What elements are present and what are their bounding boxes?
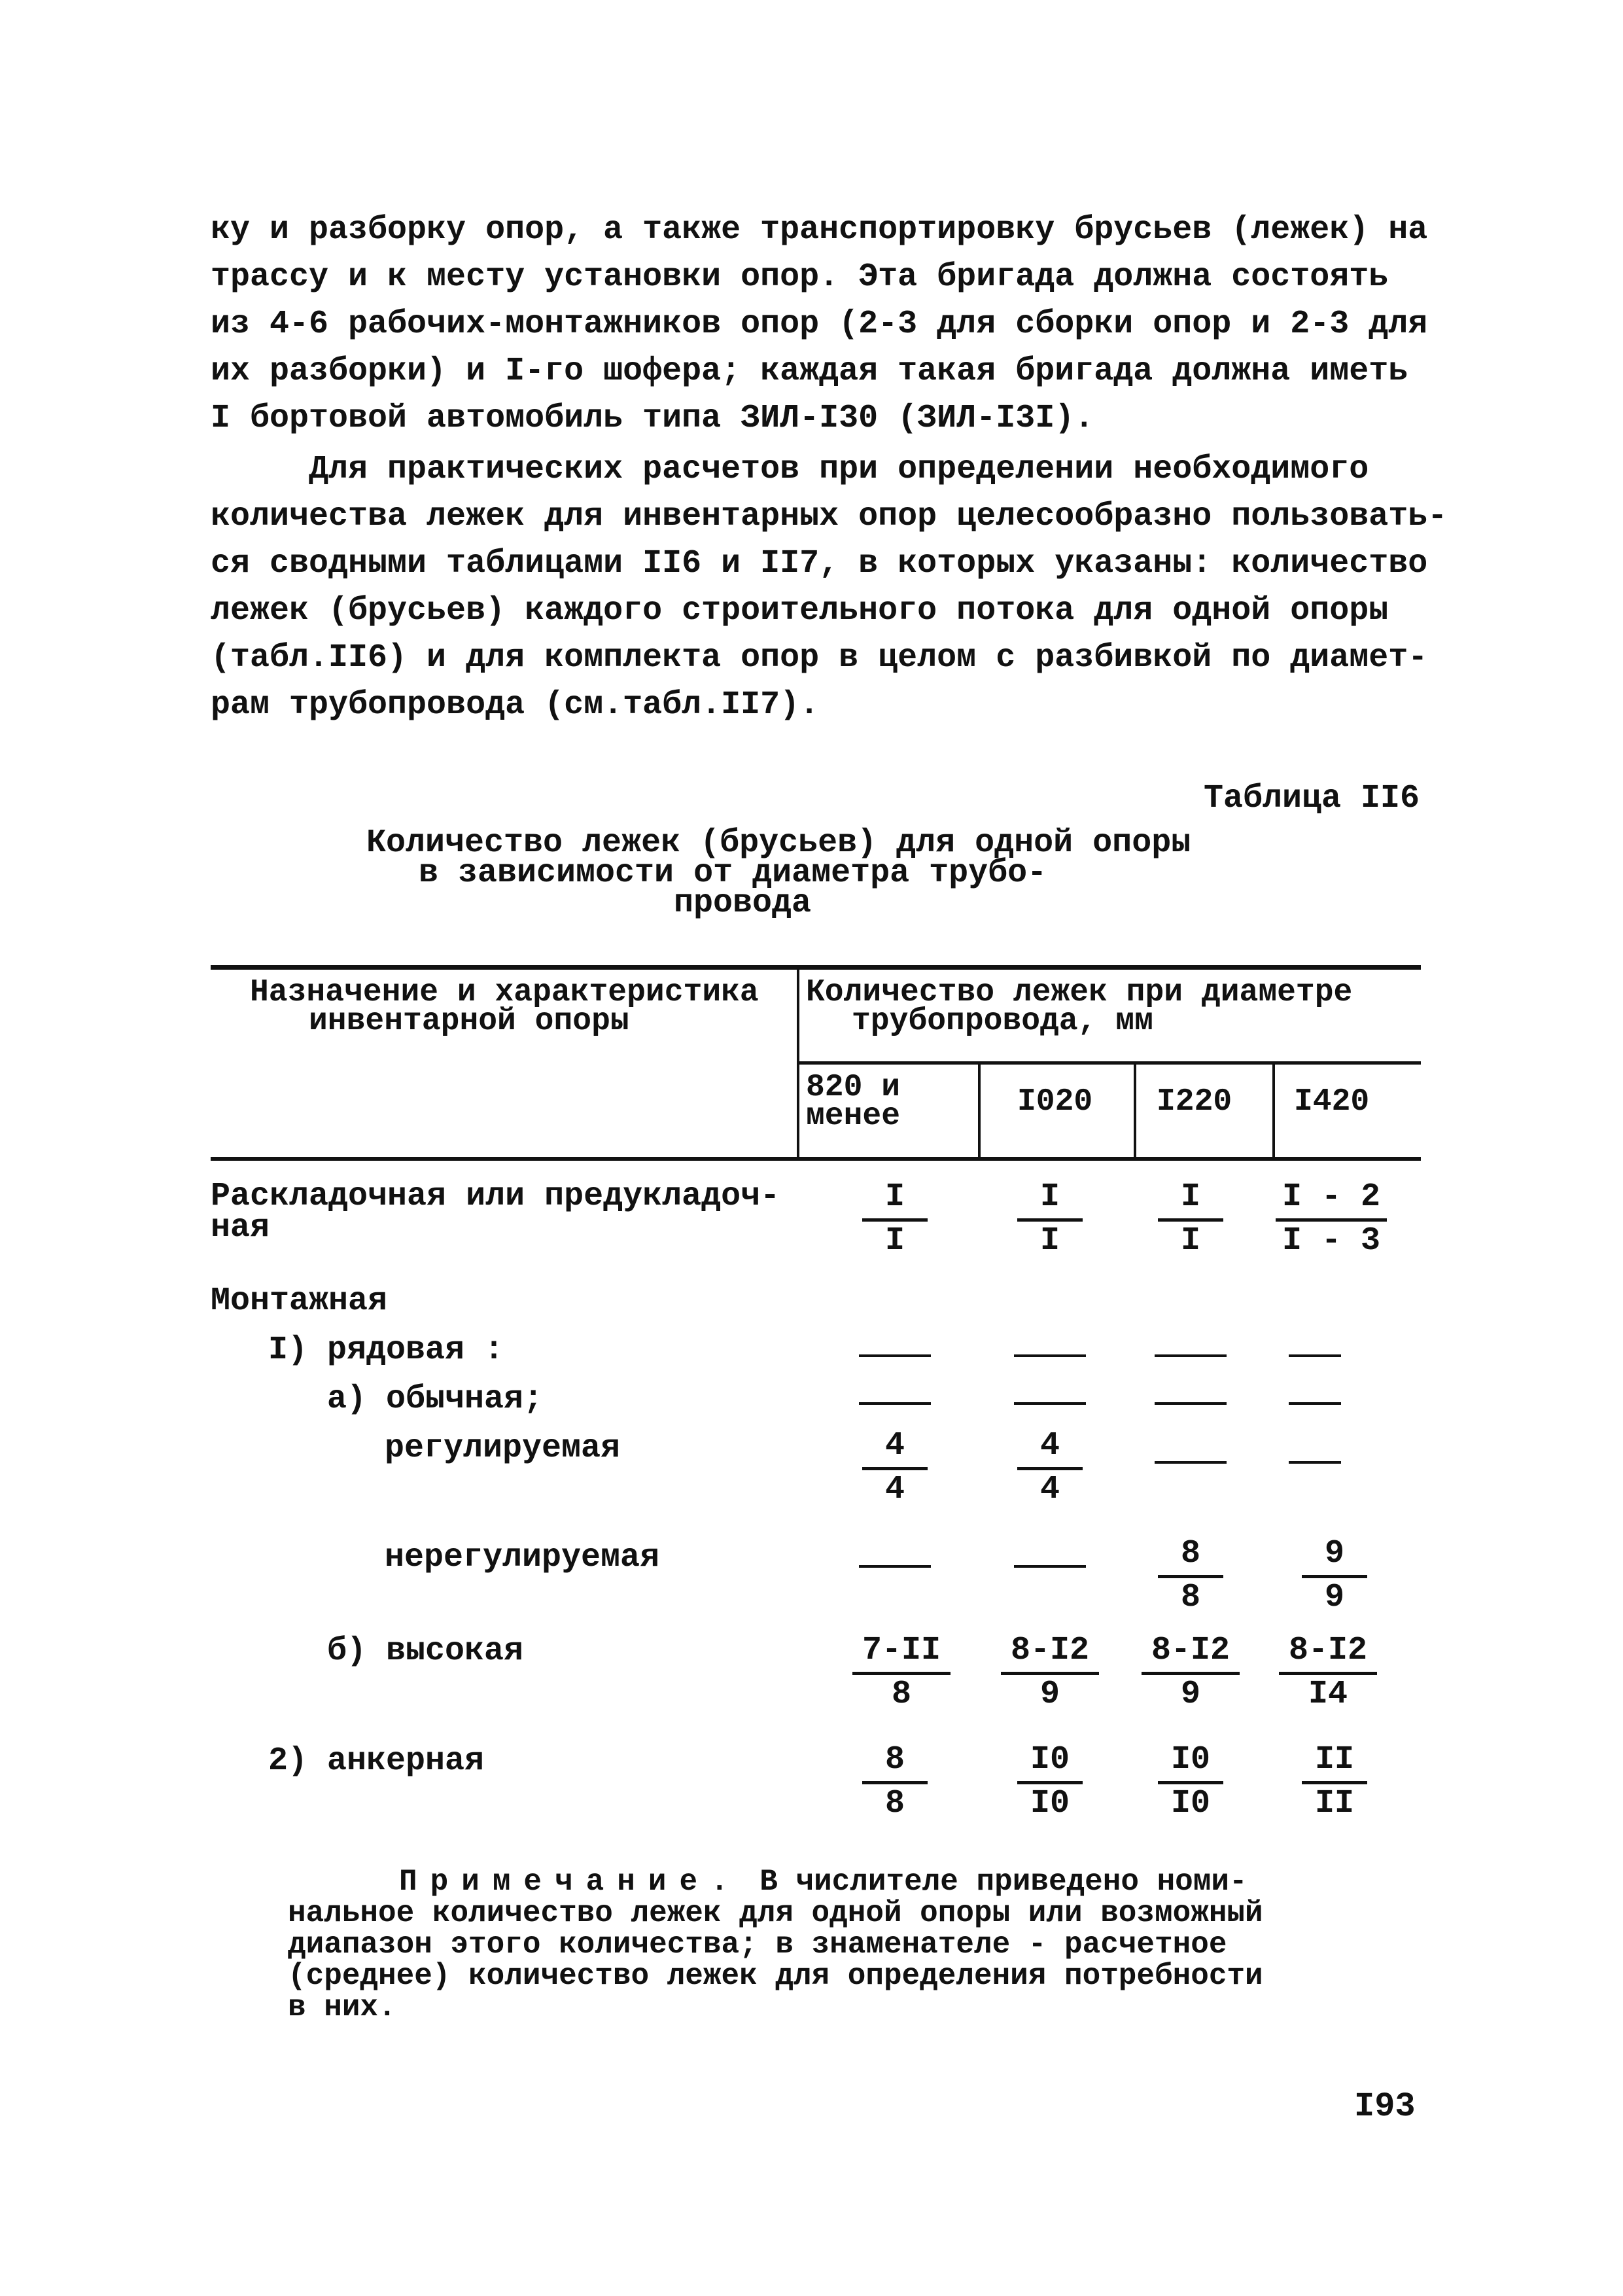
empty-cell-dash [1155,1402,1227,1405]
numerator: 4 [1017,1426,1083,1470]
text-line: трассу и к месту установки опор. Эта бригада должна состоять [211,258,1389,296]
numerator: I [862,1178,928,1222]
table-label: Таблица II6 [1204,780,1420,817]
cell-fraction [1132,1740,1249,1824]
cell-fraction [1132,1178,1249,1261]
empty-cell-dash [1014,1402,1086,1405]
cell-fraction [836,1740,954,1824]
column-header-820 [806,1070,901,1134]
row-label-raskladochnaya [211,1178,780,1246]
denominator: II [1314,1785,1354,1822]
note-lead: Примечание. [399,1865,742,1899]
cell-fraction [1276,1740,1393,1824]
header-line: менее [806,1099,901,1134]
numerator: 8 [862,1740,928,1784]
column-header-1220: I220 [1157,1084,1232,1120]
header-line: инвентарной опоры [309,1004,629,1039]
text-line: (табл.II6) и для комплекта опор в целом с разбивкой по диамет- [211,639,1428,677]
cell-fraction [991,1740,1109,1824]
empty-cell-dash [1289,1461,1341,1464]
empty-cell-dash [1155,1461,1227,1464]
numerator: 9 [1302,1534,1367,1578]
text-line: ся сводными таблицами II6 и II7, в которых указаны: количество [211,545,1428,582]
table-top-rule [211,965,1421,970]
table-column-divider [1134,1064,1136,1157]
row-label-vysokaya: б) высокая [327,1633,524,1670]
empty-cell-dash [1289,1402,1341,1405]
table-title [340,824,1256,922]
cell-fraction [991,1426,1109,1510]
denominator: I0 [1170,1785,1210,1822]
empty-cell-dash [1014,1354,1086,1357]
denominator: I [1039,1222,1060,1260]
header-line: Назначение и характеристика [250,975,759,1010]
table-column-divider [978,1064,981,1157]
row-label-ankernaya: 2) анкерная [268,1742,485,1780]
note-line: в них. [288,1990,396,2024]
numerator: I - 2 [1276,1178,1387,1222]
numerator: 7-II [852,1631,951,1675]
empty-cell-dash [859,1402,931,1405]
row-label-obychnaya: а) обычная; [327,1381,544,1418]
denominator: 8 [891,1676,911,1713]
page-number: I93 [1354,2087,1416,2126]
denominator: 4 [1039,1471,1060,1508]
row-label-reguliruemaya: регулируемая [385,1430,621,1467]
cell-fraction [1263,1631,1393,1714]
denominator: 9 [1180,1676,1200,1713]
numerator: I0 [1017,1740,1083,1784]
text-line: лежек (брусьев) каждого строительного потока для одной опоры [211,592,1389,629]
empty-cell-dash [859,1354,931,1357]
denominator: I - 3 [1282,1222,1381,1260]
cell-fraction [991,1178,1109,1261]
numerator: 8-I2 [1001,1631,1099,1675]
table-column-divider [797,968,799,1158]
table-note [288,1866,1413,2023]
denominator: 8 [1180,1579,1200,1616]
note-line: диапазон этого количества; в знаменателе - расчетное [288,1928,1227,1962]
column-header-1020: I020 [1017,1084,1093,1120]
column-header-1420: I420 [1294,1084,1370,1120]
cell-fraction [1276,1534,1393,1617]
header-line: Количество лежек при диаметре [806,975,1353,1010]
numerator: 8-I2 [1279,1631,1377,1675]
row-label-montazhnaya: Монтажная [211,1282,388,1320]
denominator: I [1180,1222,1200,1260]
denominator: 9 [1324,1579,1344,1616]
denominator: I0 [1030,1785,1070,1822]
denominator: 4 [884,1471,905,1508]
paragraph-1 [211,207,1428,442]
cell-fraction [836,1426,954,1510]
text-line: Для практических расчетов при определении необходимого [309,451,1369,488]
cell-fraction [985,1631,1115,1714]
empty-cell-dash [1014,1565,1086,1568]
note-line: нальное количество лежек для одной опоры или возможный [288,1896,1263,1930]
text-line: их разборки) и I-го шофера; каждая такая бригада должна иметь [211,353,1408,390]
note-line: (среднее) количество лежек для определения потребности [288,1959,1263,1993]
denominator: 8 [884,1785,905,1822]
header-line: трубопровода, мм [852,1004,1153,1039]
cell-fraction [1125,1631,1256,1714]
numerator: 8 [1158,1534,1223,1578]
row-label-nereguliruemaya: нерегулируемая [385,1539,660,1576]
empty-cell-dash [859,1565,931,1568]
cell-fraction [1243,1178,1420,1261]
cell-fraction [836,1178,954,1261]
numerator: II [1302,1740,1367,1784]
text-line: количества лежек для инвентарных опор целесообразно пользовать- [211,498,1448,535]
row-label-line: Раскладочная или предукладоч- [211,1178,780,1215]
table-title-line: в зависимости от диаметра трубо- [419,855,1047,892]
row-label-line: ная [211,1209,270,1246]
text-line: рам трубопровода (см.табл.II7). [211,686,820,724]
note-text: В числителе приведено номи- [759,1865,1248,1899]
row-label-ryadovaya: I) рядовая : [268,1332,504,1369]
table-header-bottom-rule [211,1157,1421,1161]
denominator: 9 [1039,1676,1060,1713]
cell-fraction [1132,1534,1249,1617]
table-subheader-rule [799,1061,1421,1065]
header-line: 820 и [806,1070,901,1105]
table-title-line: провода [674,885,812,922]
header-right [806,975,1353,1039]
empty-cell-dash [1289,1354,1341,1357]
numerator: I [1158,1178,1223,1222]
note-first-line [288,1866,1413,1898]
header-left [250,975,759,1039]
numerator: 4 [862,1426,928,1470]
text-line: из 4-6 рабочих-монтажников опор (2-3 для сборки опор и 2-3 для [211,306,1428,343]
denominator: I4 [1308,1676,1348,1713]
numerator: 8-I2 [1142,1631,1240,1675]
paragraph-2 [211,446,1448,729]
text-line: ку и разборку опор, а также транспортировку брусьев (лежек) на [211,211,1428,249]
text-line: I бортовой автомобиль типа ЗИЛ-I30 (ЗИЛ-I3I). [211,400,1094,437]
empty-cell-dash [1155,1354,1227,1357]
numerator: I [1017,1178,1083,1222]
denominator: I [884,1222,905,1260]
table-column-divider [1272,1064,1275,1157]
cell-fraction [836,1631,967,1714]
numerator: I0 [1158,1740,1223,1784]
table-title-line: Количество лежек (брусьев) для одной опоры [366,824,1191,862]
